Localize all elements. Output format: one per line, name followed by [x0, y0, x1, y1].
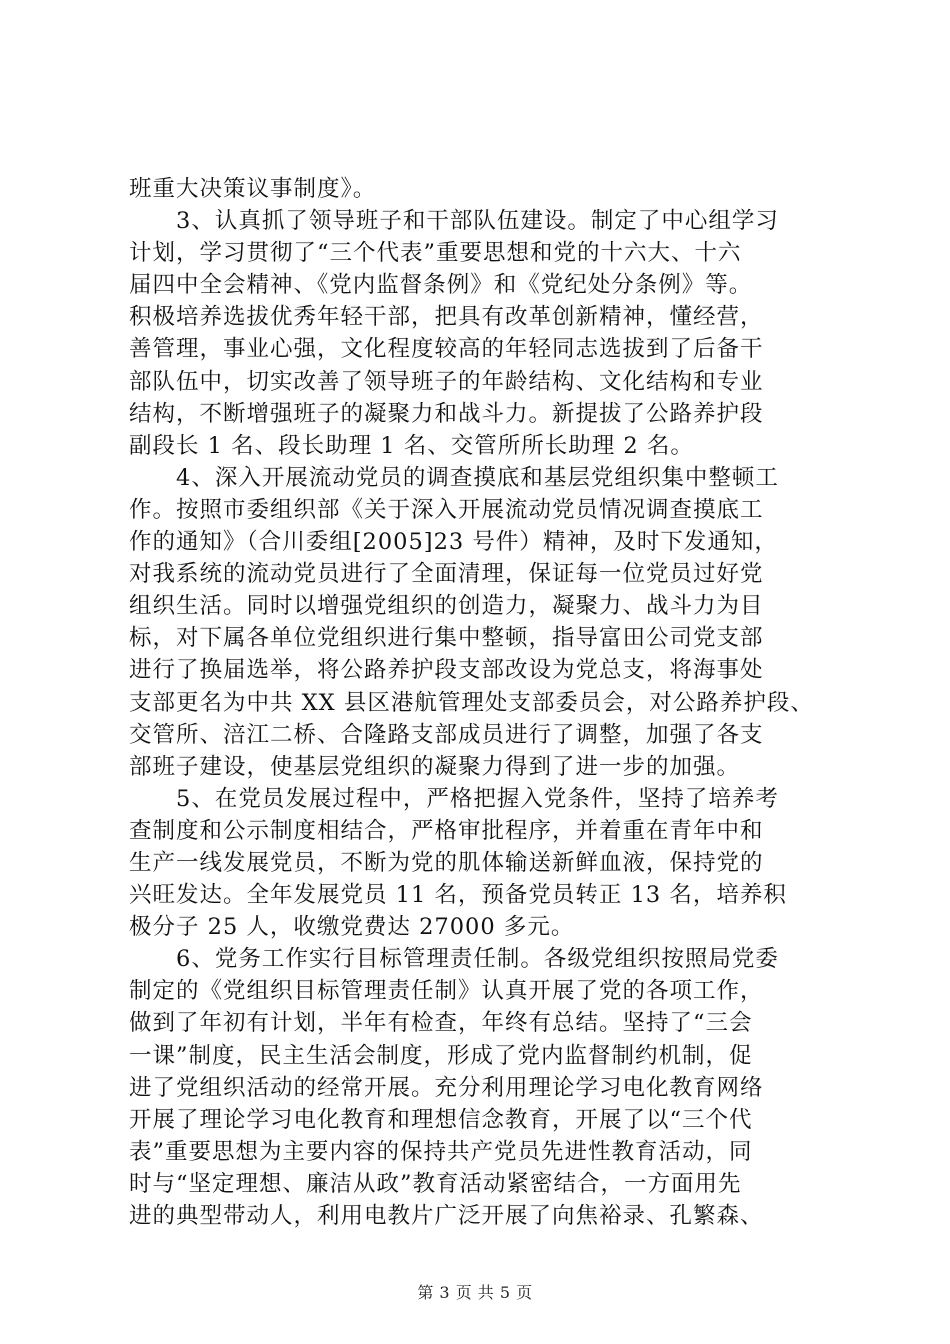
text-line: 进的典型带动人，利用电教片广泛开展了向焦裕录、孔繁森、 — [129, 1203, 764, 1229]
text-line: 结构，不断增强班子的凝聚力和战斗力。新提拔了公路养护段 — [129, 400, 764, 427]
text-line: 善管理，事业心强，文化程度较高的年轻同志选拔到了后备干 — [129, 336, 764, 363]
text-line: 时与“坚定理想、廉洁从政”教育活动紧密结合，一方面用先 — [129, 1170, 742, 1197]
text-line: 部队伍中，切实改善了领导班子的年龄结构、文化结构和专业 — [129, 368, 764, 395]
text-line: 标，对下属各单位党组织进行集中整顿，指导富田公司党支部 — [129, 625, 764, 652]
text-line: 进行了换届选举，将公路养护段支部改设为党总支，将海事处 — [129, 657, 764, 684]
page-number-footer: 第 3 页 共 5 页 — [417, 1283, 533, 1302]
text-line: 对我系统的流动党员进行了全面清理，保证每一位党员过好党 — [129, 561, 764, 588]
paragraph-first-line: 5、在党员发展过程中，严格把握入党条件，坚持了培养考 — [176, 785, 779, 812]
text-line: 组织生活。同时以增强党组织的创造力，凝聚力、战斗力为目 — [129, 593, 764, 620]
text-line: 届四中全会精神、《党内监督条例》和《党纪处分条例》等。 — [129, 272, 753, 299]
text-line: 极分子 25 人，收缴党费达 27000 多元。 — [129, 914, 575, 941]
text-line: 进了党组织活动的经常开展。充分利用理论学习电化教育网络 — [129, 1074, 764, 1101]
text-line: 作的通知》（合川委组[2005]23 号件）精神，及时下发通知， — [129, 529, 778, 556]
text-line: 作。按照市委组织部《关于深入开展流动党员情况调查摸底工 — [129, 496, 764, 523]
text-line: 生产一线发展党员，不断为党的肌体输送新鲜血液，保持党的 — [129, 849, 764, 876]
text-line: 制定的《党组织目标管理责任制》认真开展了党的各项工作， — [129, 978, 764, 1005]
text-line: 兴旺发达。全年发展党员 11 名，预备党员转正 13 名，培养积 — [129, 882, 787, 909]
paragraph-first-line: 3、认真抓了领导班子和干部队伍建设。制定了中心组学习 — [176, 208, 779, 235]
text-line: 一课”制度，民主生活会制度，形成了党内监督制约机制，促 — [129, 1042, 753, 1069]
text-line: 计划，学习贯彻了“三个代表”重要思想和党的十六大、十六 — [129, 240, 742, 267]
text-line: 支部更名为中共 XX 县区港航管理处支部委员会，对公路养护段、 — [129, 689, 814, 716]
text-line: 积极培养选拔优秀年轻干部，把具有改革创新精神，懂经营， — [129, 304, 764, 331]
text-line: 表”重要思想为主要内容的保持共产党员先进性教育活动，同 — [129, 1138, 753, 1165]
text-line: 部班子建设，使基层党组织的凝聚力得到了进一步的加强。 — [129, 753, 741, 780]
text-line: 做到了年初有计划，半年有检查，年终有总结。坚持了“三会 — [129, 1010, 753, 1037]
document-body — [129, 173, 829, 1232]
text-line: 副段长 1 名、段长助理 1 名、交管所所长助理 2 名。 — [129, 432, 694, 459]
text-line: 交管所、涪江二桥、合隆路支部成员进行了调整，加强了各支 — [129, 721, 764, 748]
paragraph-first-line: 6、党务工作实行目标管理责任制。各级党组织按照局党委 — [176, 946, 779, 973]
text-line: 开展了理论学习电化教育和理想信念教育，开展了以“三个代 — [129, 1106, 753, 1133]
text-line: 查制度和公示制度相结合，严格审批程序，并着重在青年中和 — [129, 817, 764, 844]
paragraph-first-line: 4、深入开展流动党员的调查摸底和基层党组织集中整顿工 — [176, 464, 779, 491]
text-line: 班重大决策议事制度》。 — [129, 176, 377, 202]
